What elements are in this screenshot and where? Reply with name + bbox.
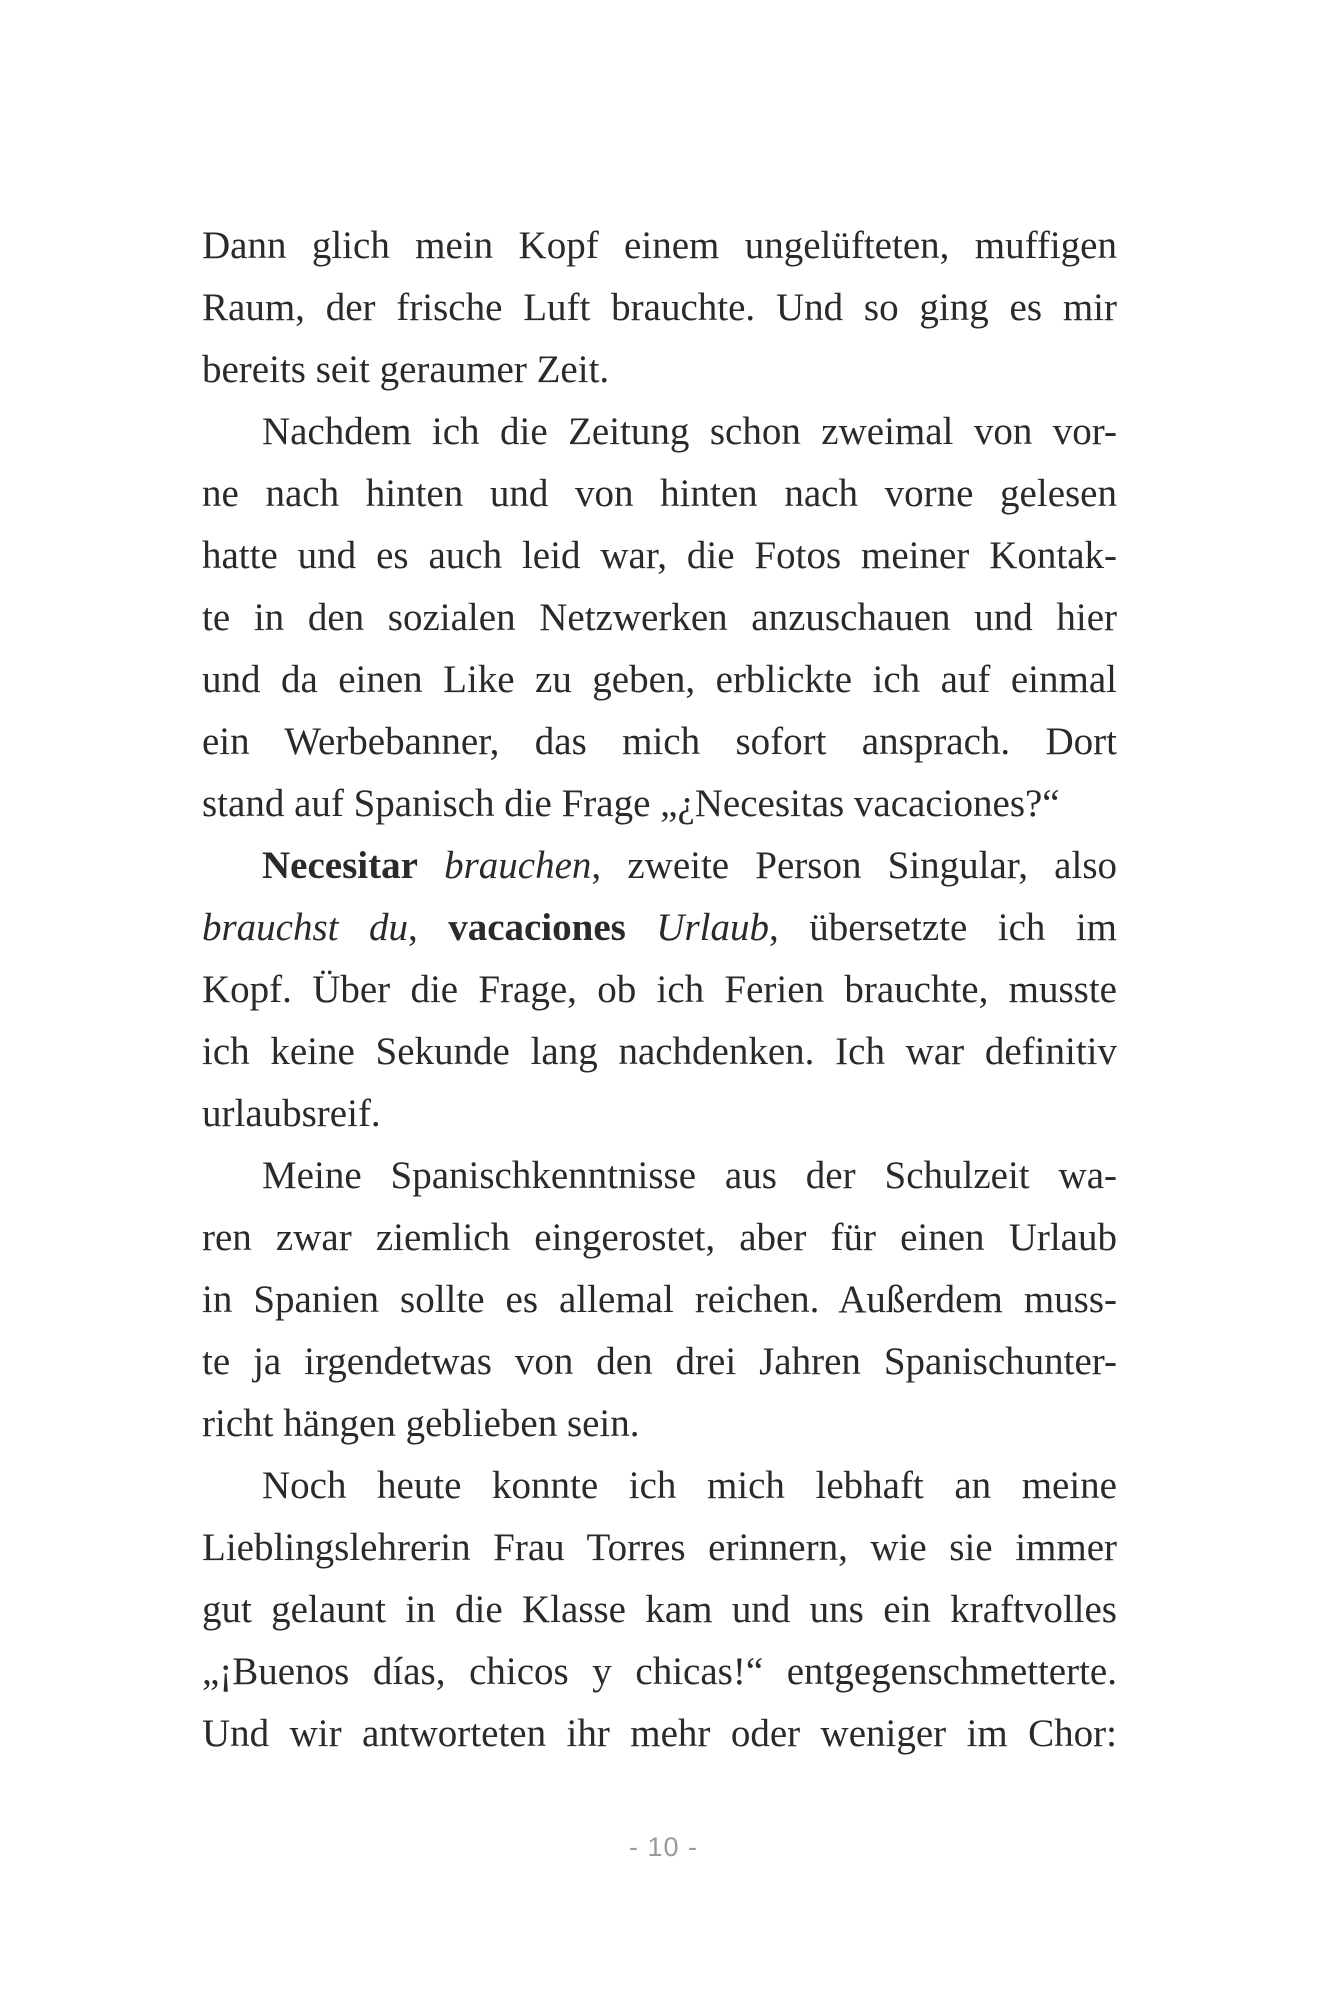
- text-line: Meine Spanischkenntnisse aus der Schulzeit wa-: [262, 1154, 1117, 1197]
- text-line: bereits seit geraumer Zeit.: [202, 348, 610, 391]
- text-line: und da einen Like zu geben, erblickte ich auf einmal: [202, 658, 1117, 701]
- german-translation: Urlaub: [656, 906, 769, 949]
- text-line: te in den sozialen Netzwerken anzuschauen und hier: [202, 596, 1117, 639]
- text-line: stand auf Spanisch die Frage „¿Necesitas vacaciones?“: [202, 782, 1060, 825]
- text-line: ein Werbebanner, das mich sofort ansprach. Dort: [202, 720, 1117, 763]
- text-line: hatte und es auch leid war, die Fotos meiner Kontak-: [202, 534, 1117, 577]
- text-line: Noch heute konnte ich mich lebhaft an meine: [262, 1464, 1117, 1507]
- text-line: Und wir antworteten ihr mehr oder weniger im Chor:: [202, 1712, 1117, 1755]
- text-fragment: , übersetzte ich im: [768, 906, 1118, 949]
- text-fragment: , zweite Person Singular, also: [591, 844, 1117, 887]
- text-line: richt hängen geblieben sein.: [202, 1402, 640, 1445]
- text-line: Lieblingslehrerin Frau Torres erinnern, wie sie immer: [202, 1526, 1117, 1569]
- text-line-mixed: [202, 897, 1117, 959]
- text-line: Dann glich mein Kopf einem ungelüfteten, muffigen: [202, 224, 1117, 267]
- body-text: [202, 215, 1117, 1765]
- text-line: ren zwar ziemlich eingerostet, aber für einen Urlaub: [202, 1216, 1117, 1259]
- text-line: Raum, der frische Luft brauchte. Und so ging es mir: [202, 286, 1117, 329]
- text-line: Kopf. Über die Frage, ob ich Ferien brauchte, musste: [202, 968, 1117, 1011]
- spanish-term: vacaciones: [448, 906, 626, 949]
- page-number: - 10 -: [628, 1832, 699, 1862]
- text-line-mixed: [202, 835, 1117, 897]
- spanish-term: Necesitar: [262, 844, 418, 887]
- german-translation: brauchst du: [202, 906, 408, 949]
- text-line: in Spanien sollte es allemal reichen. Außerdem muss-: [202, 1278, 1117, 1321]
- text-line: urlaubsreif.: [202, 1092, 381, 1135]
- text-line: Nachdem ich die Zeitung schon zweimal von vor-: [262, 410, 1117, 453]
- text-line: „¡Buenos días, chicos y chicas!“ entgegenschmetterte.: [202, 1650, 1117, 1693]
- german-translation: brauchen: [444, 844, 592, 887]
- text-line: ich keine Sekunde lang nachdenken. Ich war definitiv: [202, 1030, 1117, 1073]
- text-line: ne nach hinten und von hinten nach vorne gelesen: [202, 472, 1117, 515]
- text-line: te ja irgendetwas von den drei Jahren Spanischunter-: [202, 1340, 1117, 1383]
- text-line: gut gelaunt in die Klasse kam und uns ein kraftvolles: [202, 1588, 1117, 1631]
- text-fragment: ,: [407, 906, 449, 949]
